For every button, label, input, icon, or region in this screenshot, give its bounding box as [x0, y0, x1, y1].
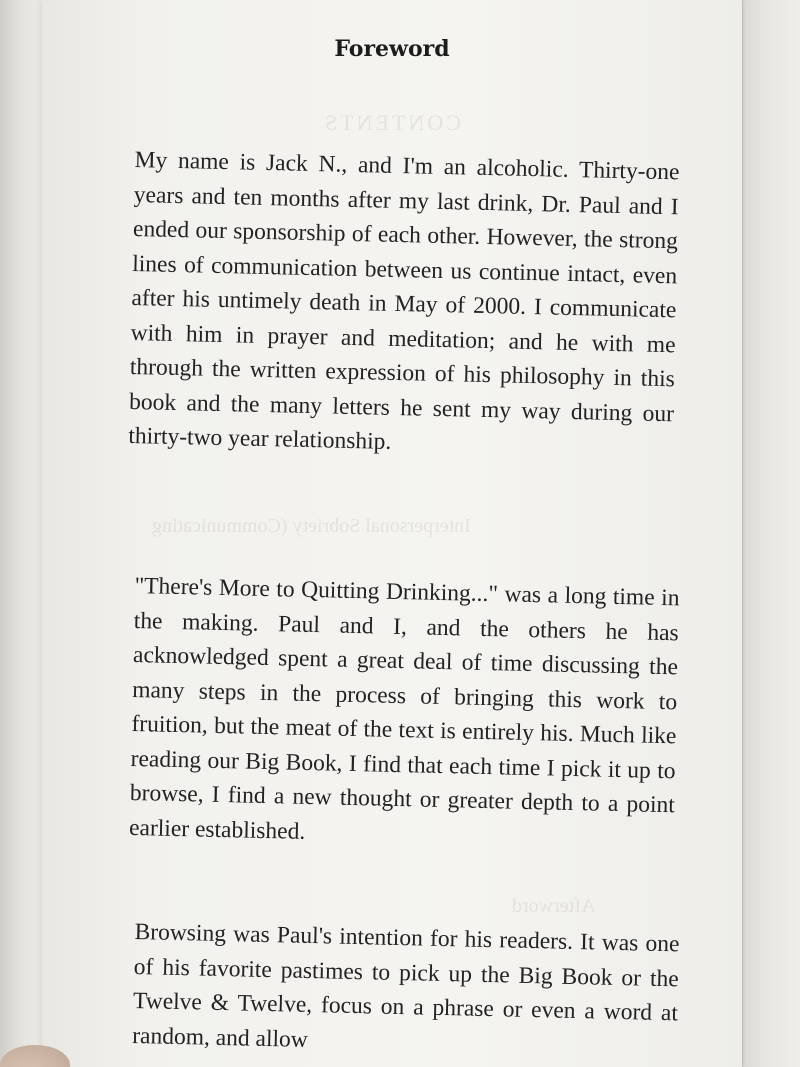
- paragraph: My name is Jack N., and I'm an alcoholic. Thirty-one years and ten months after my last drink, Dr. Paul and I ended our sponsorship of each other. However, the strong lines of communication between us continue intact, even after his untimely death in May of 2000. I communicate with him in prayer and meditation; and he with me through the written expression of his philosophy in this book and the many letters he sent my way during our thirty-two year relationship.: [128, 146, 680, 455]
- adjacent-page-edge: [742, 0, 800, 1067]
- show-through-text: Afterword: [512, 895, 596, 917]
- book-page: [42, 0, 742, 1067]
- show-through-text: CONTENTS: [322, 110, 461, 135]
- page-title: Foreword: [334, 36, 450, 62]
- show-through-text: Interpersonal Sobriety (Communicating: [152, 515, 471, 537]
- paragraph: "There's More to Quitting Drinking..." was a long time in the making. Paul and I, and the others he has acknowledged spent a great deal of time discussing the many steps in the process of bringing this work to fruition, but the meat of the text is entirely his. Much like reading our Big Book, I find that each time I pick it up to browse, I find a new thought or greater depth to a point earlier established.: [128, 572, 680, 845]
- paragraph: Browsing was Paul's intention for his readers. It was one of his favorite pastimes to pick up the Big Book or the Twelve & Twelve, focus on a phrase or even a word at random, and allow: [131, 918, 680, 1053]
